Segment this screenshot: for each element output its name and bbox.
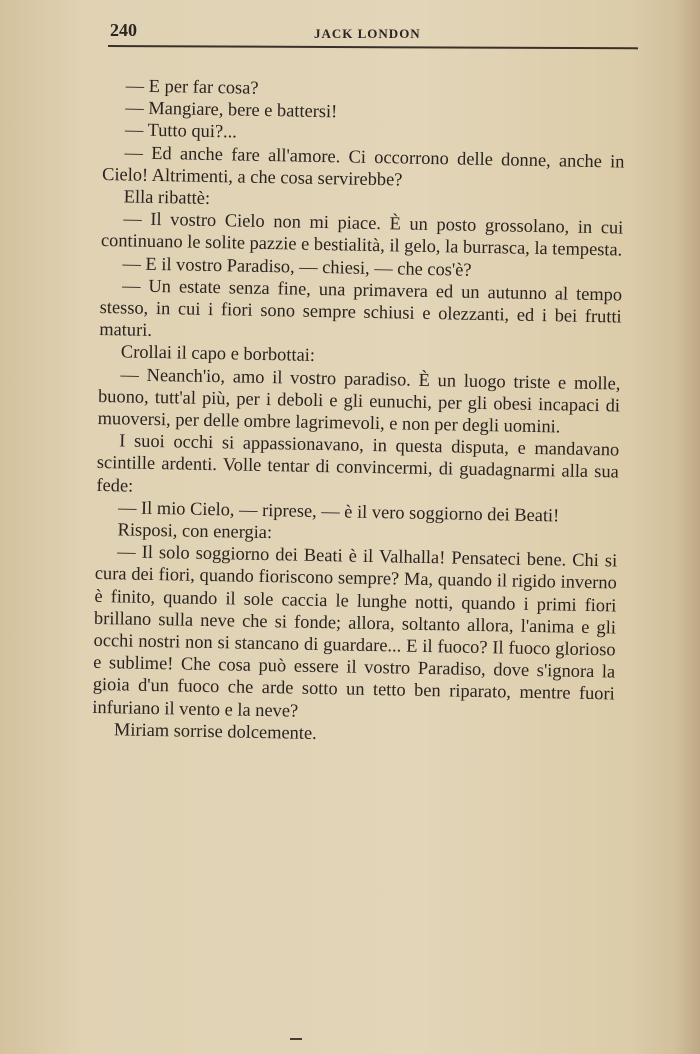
- paragraph: — E per far cosa?: [125, 75, 259, 98]
- paragraph: — Tutto qui?...: [124, 119, 238, 142]
- page-edge-shadow: [674, 0, 700, 1054]
- paragraph: Risposi, con energia:: [117, 519, 273, 543]
- paragraph: — E il vostro Paradiso, — chiesi, — che cos'è?: [122, 252, 472, 280]
- paragraph: — Mangiare, bere e battersi!: [125, 97, 338, 122]
- paragraph: Ella ribattè:: [123, 186, 211, 208]
- running-title: JACK LONDON: [314, 26, 421, 41]
- footer-mark: [290, 1038, 302, 1040]
- paragraph: — Il solo soggiorno dei Beati è il Valhalla! Pensateci bene. Chi si cura dei fiori, quando fioriscono sempre? Ma, quando il rigido inverno è finito, quando il sole caccia le lunghe notti, quando i primi fiori brillano sulla neve che si fonde; allora, soltanto allora, l'anima e gli occhi nostri non si stancano di guardare... E il fuoco? Il fuoco glorioso e sublime! Che cosa può essere il vostro Paradiso, dove s'ignora la gioia d'un fuoco che arde sotto un tetto ben riparato, mentre fuori infuriano il vento e la neve?: [92, 541, 618, 721]
- paragraph: I suoi occhi si appassionavano, in questa disputa, e mandavano scintille ardenti. Volle tentar di convincermi, di guadagnarmi alla sua fede:: [96, 430, 620, 496]
- page-number: 240: [110, 20, 137, 40]
- paragraph: — Neanch'io, amo il vostro paradiso. È un luogo triste e molle, buono, tutt'al più, per i deboli e gli eunuchi, per gli obesi incapaci di muoversi, per delle ombre lagrimevoli, e non per degli uomini.: [97, 363, 621, 437]
- paragraph: Miriam sorrise dolcemente.: [113, 719, 317, 743]
- paragraph: — Ed anche fare all'amore. Ci occorrono delle donne, anche in Cielo! Altrimenti, a che cosa servirebbe?: [101, 142, 625, 190]
- paragraph: — Un estate senza fine, una primavera ed un autunno al tempo stesso, in cui i fiori sono sempre schiusi e olezzanti, ed i bei frutti maturi.: [99, 275, 623, 341]
- paragraph: Crollai il capo e borbottai:: [120, 341, 316, 366]
- paragraph: — Il vostro Cielo non mi piace. È un posto grossolano, in cui continuano le solite pazzie e bestialità, il gelo, la burrasca, la tempesta.: [100, 208, 624, 260]
- running-head: [108, 18, 638, 48]
- paragraph: — Il mio Cielo, — riprese, — è il vero soggiorno dei Beati!: [117, 497, 560, 526]
- body-text: [92, 74, 626, 750]
